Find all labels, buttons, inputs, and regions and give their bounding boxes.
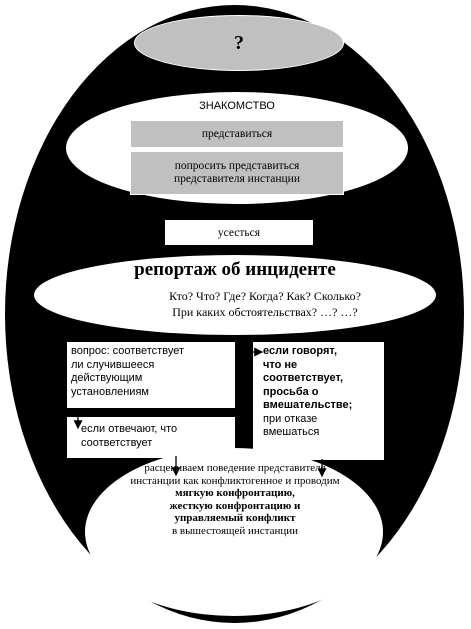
conclusion-line5: управляемый конфликт <box>174 512 296 524</box>
ask-introduce-line1: попросить представиться <box>174 160 300 172</box>
conclusion-line4: жесткую конфронтацию и <box>169 499 301 512</box>
question-line1: вопрос: соответствует <box>71 345 184 357</box>
sit-box <box>165 220 313 245</box>
no-line1: если говорят, <box>263 345 337 357</box>
question-box <box>66 341 236 409</box>
ask-introduce-box <box>130 151 344 195</box>
report-title: репортаж об инциденте <box>134 259 336 280</box>
conclusion-line2: инстанции как конфликтогенное и проводим <box>130 474 340 487</box>
no-line7: вмешаться <box>263 426 320 438</box>
introduce-box <box>130 120 344 148</box>
no-line2: что не <box>263 358 298 371</box>
yes-line1: если отвечают, что <box>81 423 178 435</box>
question-line2: ли случившееся <box>71 358 155 371</box>
question-ellipse <box>134 15 344 71</box>
no-line4: просьба о <box>263 385 319 398</box>
conclusion-text <box>118 462 352 537</box>
yes-line2: соответствует <box>81 436 153 449</box>
question-line4: установлениям <box>71 385 149 398</box>
no-match-box <box>252 341 385 461</box>
conclusion-line6: в вышестоящей инстанции <box>171 524 299 537</box>
report-questions-line2: При каких обстоятельствах? …? …? <box>172 305 358 319</box>
introduce-label: представиться <box>201 127 273 140</box>
no-line6: при отказе <box>263 412 318 425</box>
ask-introduce-line2: представителя инстанции <box>173 173 300 185</box>
acquaintance-title: ЗНАКОМСТВО <box>199 100 275 112</box>
no-line3: соответствует, <box>263 372 344 384</box>
question-mark: ? <box>234 31 244 54</box>
conclusion-line3: мягкую конфронтацию, <box>175 487 295 499</box>
sit-label: усесться <box>217 226 261 239</box>
conclusion-line1: расцениваем поведение представителя <box>144 462 326 474</box>
report-questions-line1: Кто? Что? Где? Когда? Как? Сколько? <box>169 289 361 303</box>
question-line3: действующим <box>71 372 143 384</box>
no-line5: вмешательстве; <box>263 399 353 411</box>
